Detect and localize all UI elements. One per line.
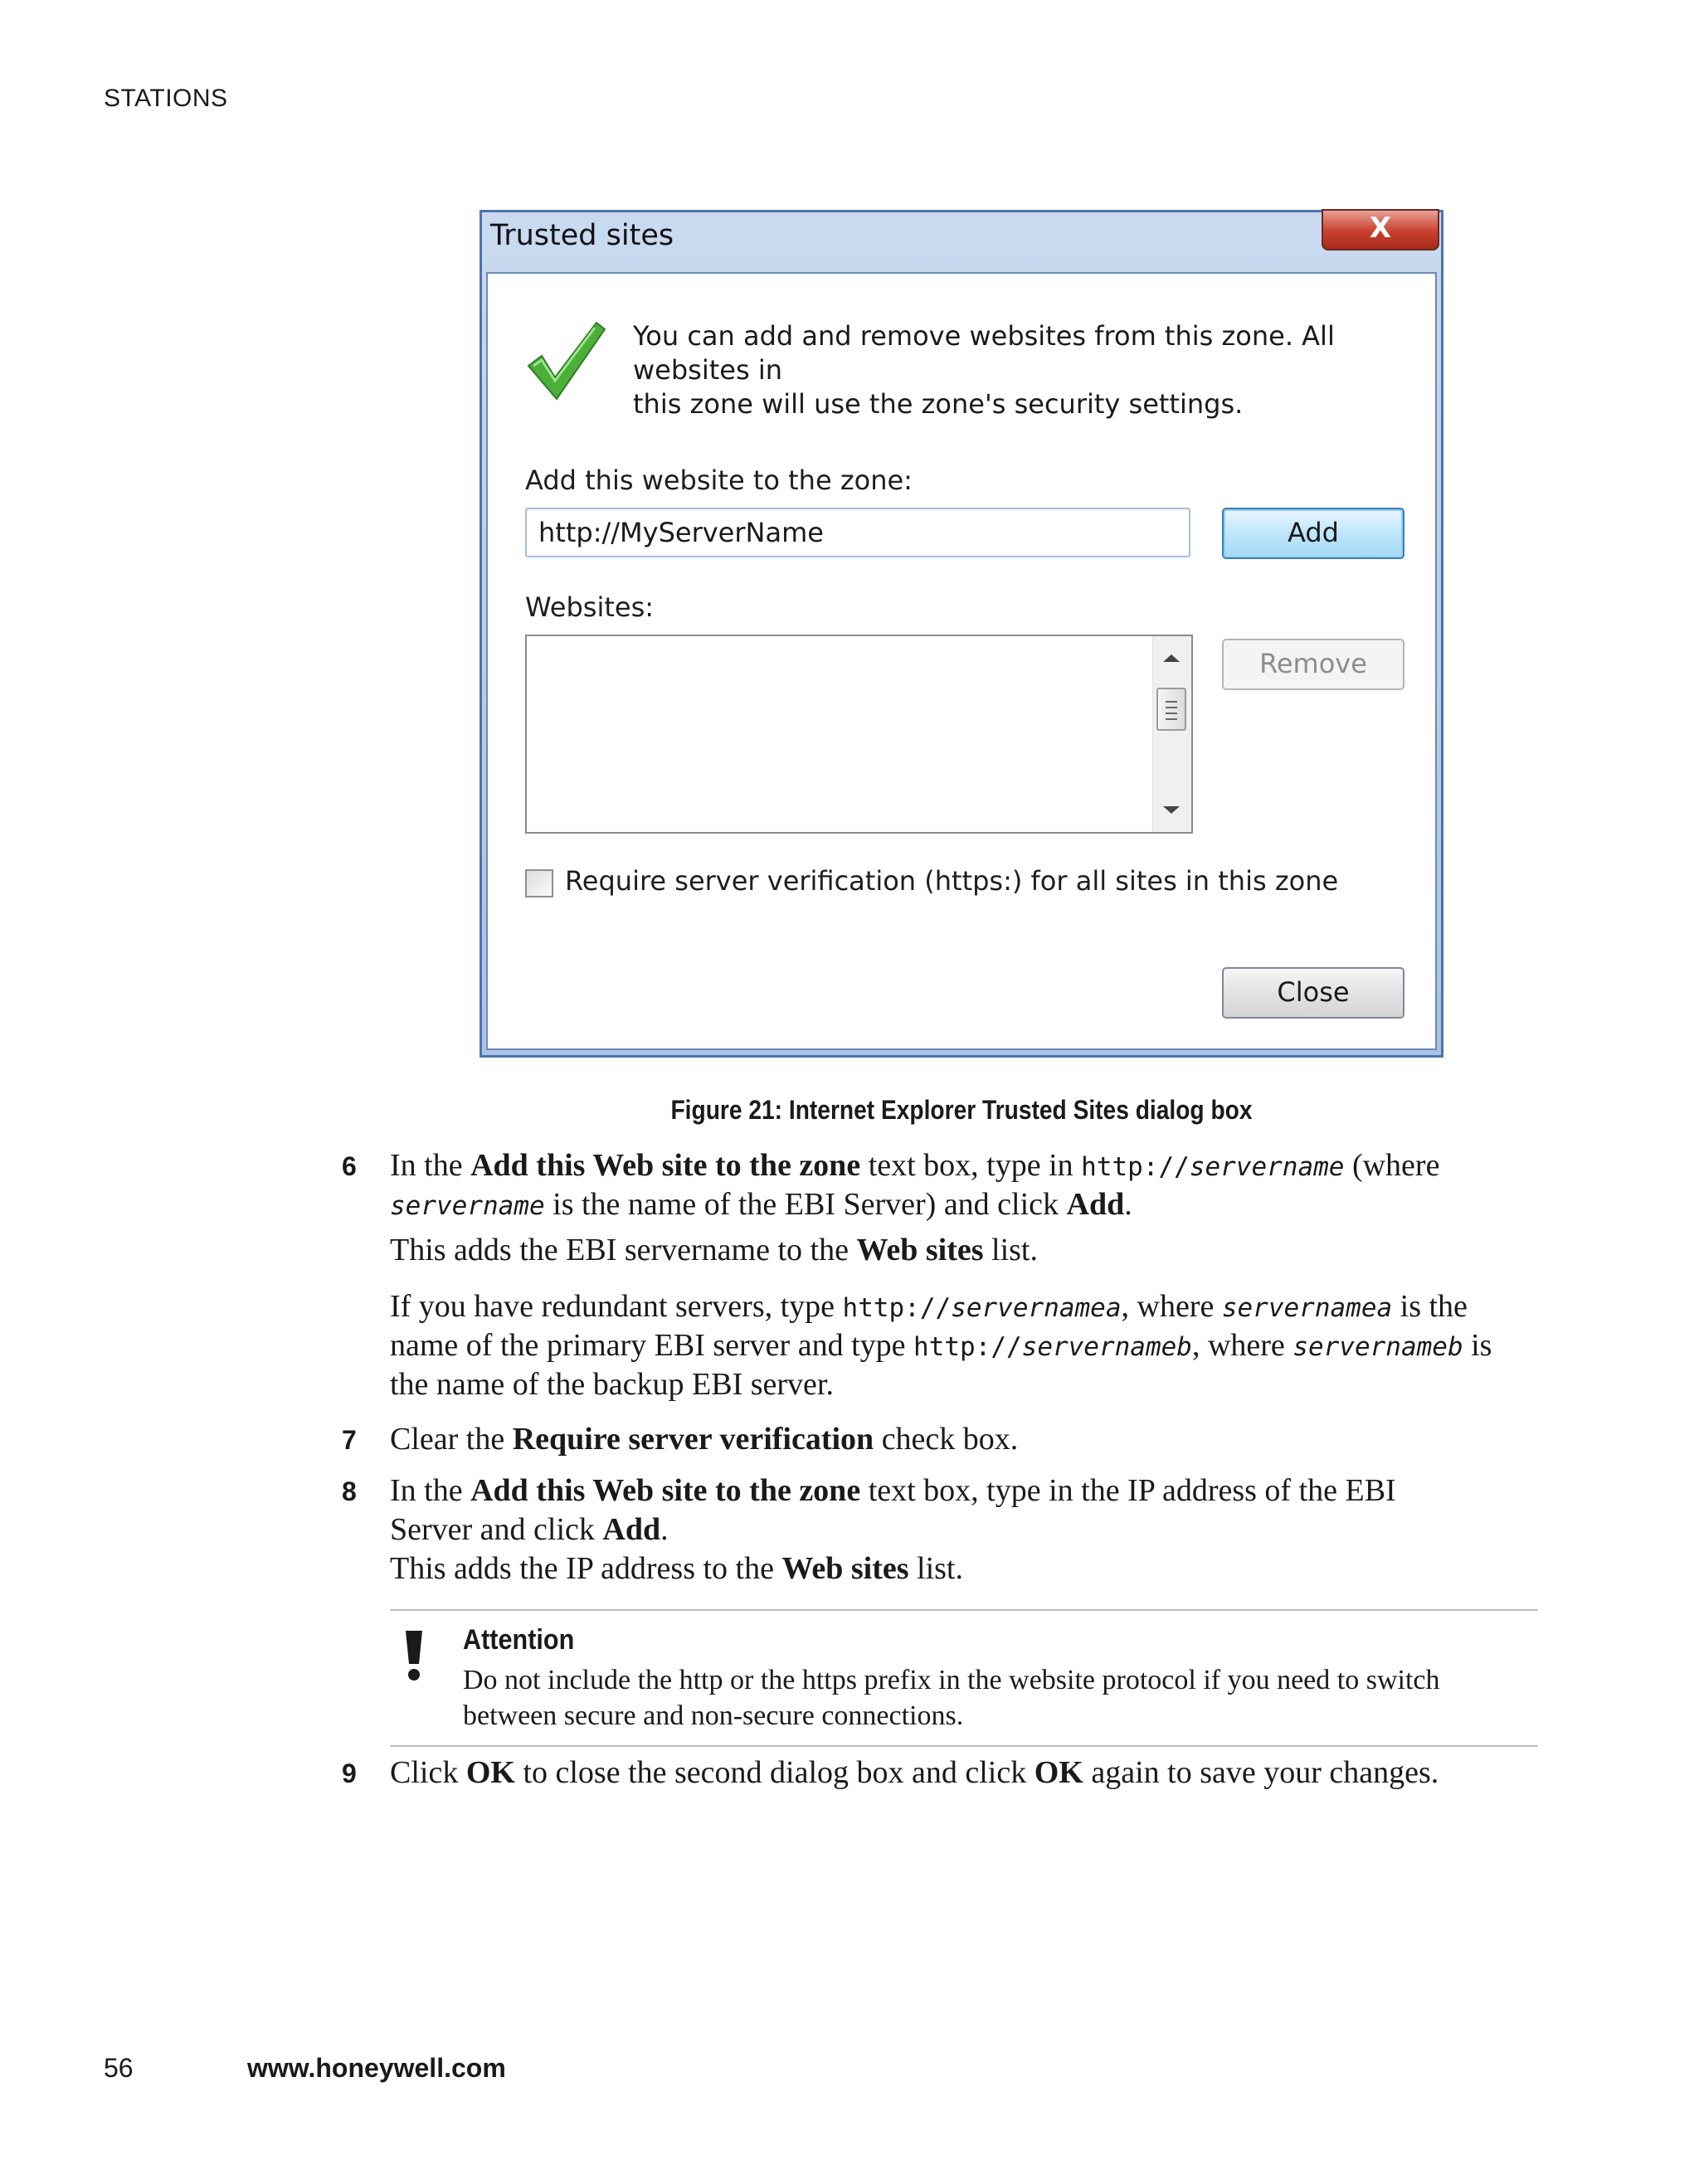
add-button[interactable]: Add: [1222, 508, 1404, 559]
close-window-button[interactable]: [1322, 209, 1439, 251]
require-verification-checkbox[interactable]: [525, 869, 553, 897]
website-url-input[interactable]: [525, 508, 1190, 557]
step-9-text: Click OK to close the second dialog box and click OK again to save your changes.: [390, 1755, 1439, 1790]
step-7-text: Clear the Require server verification check box.: [390, 1422, 1019, 1457]
step-6-result: This adds the EBI servername to the Web sites list.: [390, 1233, 1038, 1267]
figure-caption: Figure 21: Internet Explorer Trusted Sites dialog box: [670, 1095, 1253, 1125]
scroll-up-arrow-icon[interactable]: [1163, 654, 1180, 662]
remove-button[interactable]: Remove: [1222, 639, 1404, 690]
step-8-line: Server and click Add.: [390, 1512, 669, 1547]
attention-note: [390, 1609, 1538, 1747]
close-button[interactable]: Close: [1222, 967, 1404, 1019]
websites-list[interactable]: [525, 635, 1193, 834]
close-icon: X: [1369, 212, 1392, 245]
step-number: 6: [342, 1151, 357, 1181]
exclamation-icon: [402, 1629, 426, 1682]
trusted-sites-dialog: [480, 210, 1443, 1058]
step-8-result: This adds the IP address to the Web sites list.: [390, 1551, 963, 1586]
page-number: 56: [104, 2053, 134, 2083]
require-verification-label: Require server verification (https:) for all sites in this zone: [565, 865, 1339, 897]
green-checkmark-icon: [525, 319, 608, 402]
dialog-intro-text: [633, 319, 1421, 421]
step-6-redundant: If you have redundant servers, type http://servernamea, where servernamea is the: [390, 1289, 1468, 1324]
step-6-line: servername is the name of the EBI Server) and click Add.: [390, 1187, 1132, 1222]
intro-line: You can add and remove websites from this zone. All websites in: [633, 320, 1335, 386]
dialog-title: Trusted sites: [490, 219, 674, 252]
dialog-titlebar: [482, 212, 1441, 270]
step-6-redundant: the name of the backup EBI server.: [390, 1367, 834, 1402]
websites-label: Websites:: [525, 591, 655, 623]
attention-title: Attention: [463, 1624, 575, 1656]
step-6-redundant: name of the primary EBI server and type http://servernameb, where servernameb is: [390, 1328, 1492, 1363]
footer-url[interactable]: www.honeywell.com: [247, 2053, 506, 2083]
attention-text: Do not include the http or the https prefix in the website protocol if you need to switch between secure and non-secure connections.: [463, 1665, 1440, 1731]
scroll-down-arrow-icon[interactable]: [1163, 806, 1180, 814]
running-header: STATIONS: [104, 85, 228, 112]
scroll-thumb[interactable]: [1156, 688, 1186, 731]
dialog-client-area: [486, 272, 1437, 1050]
intro-line: this zone will use the zone's security settings.: [633, 388, 1244, 420]
step-8-line: In the Add this Web site to the zone text box, type in the IP address of the EBI: [390, 1473, 1396, 1508]
websites-scrollbar[interactable]: [1152, 636, 1191, 832]
step-number: 9: [342, 1758, 357, 1788]
step-number: 8: [342, 1476, 357, 1506]
add-website-label: Add this website to the zone:: [525, 465, 913, 496]
step-number: 7: [342, 1425, 357, 1455]
step-6-line: In the Add this Web site to the zone text box, type in http://servername (where: [390, 1148, 1440, 1183]
